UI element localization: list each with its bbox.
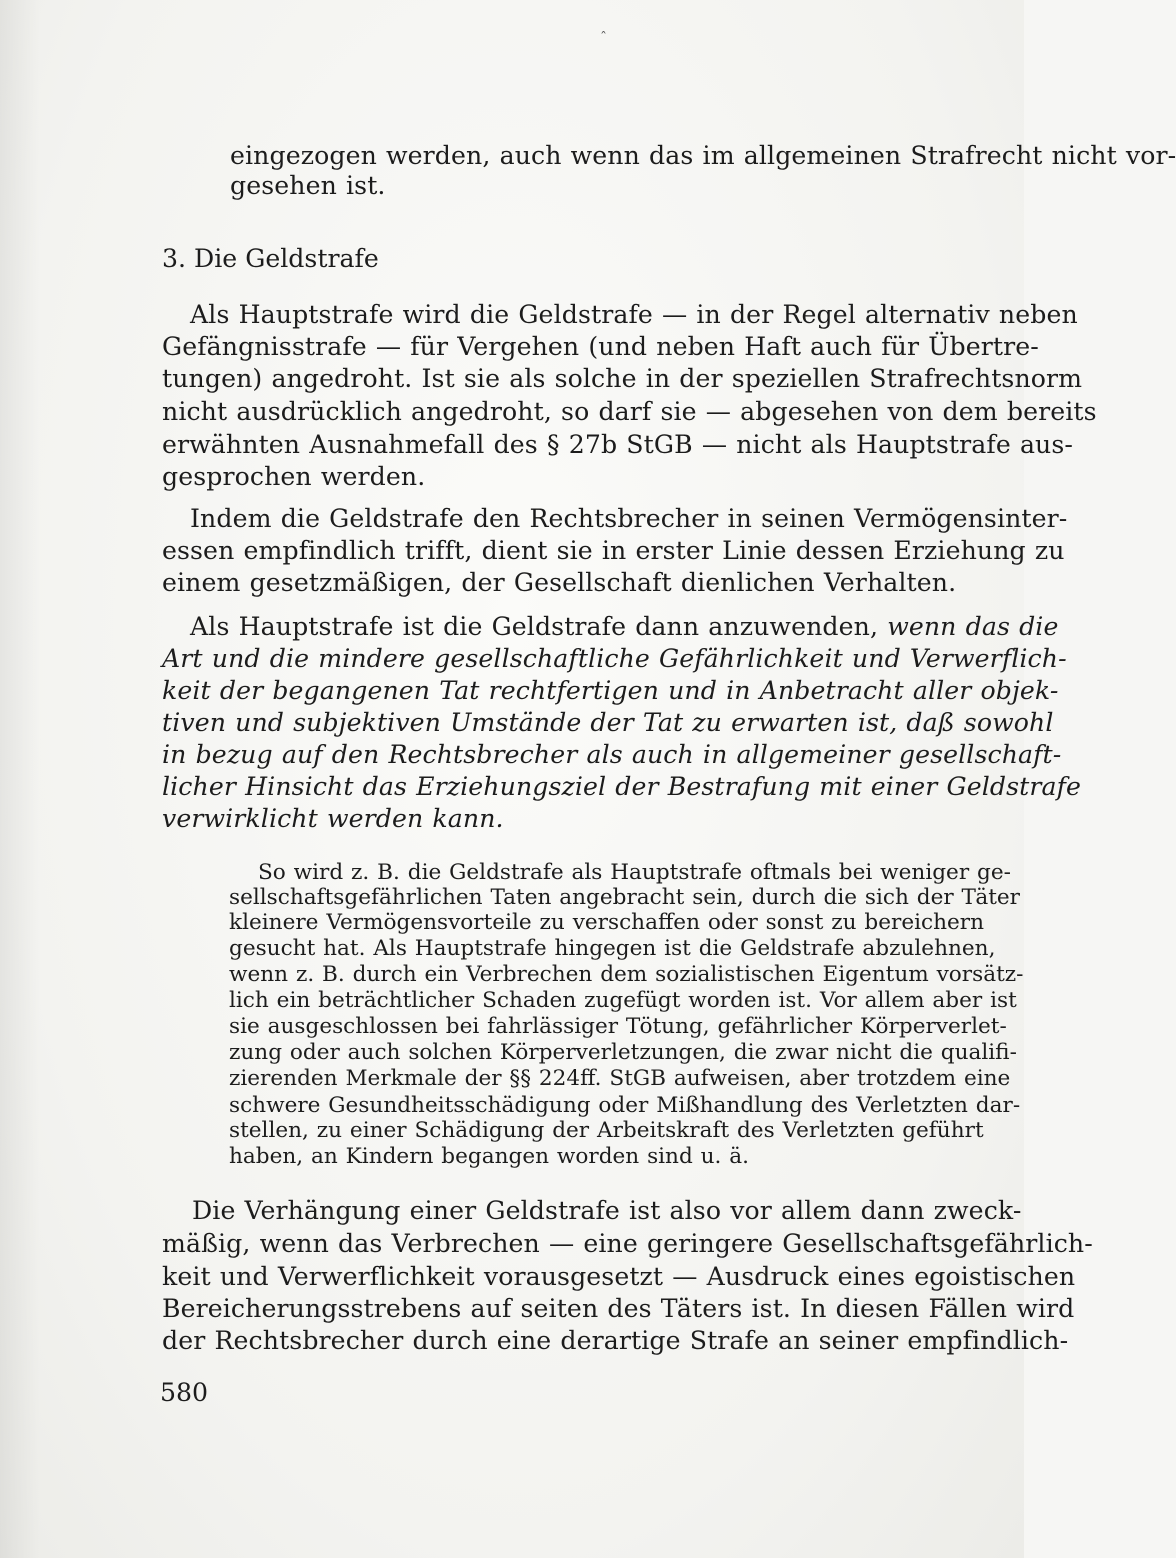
text-line: gesehen ist. [230, 171, 386, 200]
small-text-line: lich ein beträchtlicher Schaden zugefügt worden ist. Vor allem aber ist [229, 988, 1017, 1013]
text-run: Als Hauptstrafe ist die Geldstrafe dann anzuwenden, [190, 612, 879, 641]
text-line: essen empfindlich trifft, dient sie in erster Linie dessen Erziehung zu [162, 536, 1065, 565]
text-line: nicht ausdrücklich angedroht, so darf sie — abgesehen von dem bereits [162, 397, 1097, 426]
italic-line: in bezug auf den Rechtsbrecher als auch in allgemeiner gesellschaft- [162, 740, 1062, 769]
text-line [190, 612, 1058, 642]
italic-line: licher Hinsicht das Erziehungsziel der Bestrafung mit einer Geldstrafe [162, 772, 1082, 801]
section-heading: 3. Die Geldstrafe [162, 244, 379, 273]
small-text-line: wenn z. B. durch ein Verbrechen dem sozialistischen Eigentum vorsätz- [229, 962, 1024, 987]
small-text-line: zung oder auch solchen Körperverletzungen, die zwar nicht die qualifi- [229, 1040, 1017, 1065]
ink-speck: ˆ [600, 30, 607, 46]
italic-line: verwirklicht werden kann. [162, 804, 504, 833]
small-text-line: sellschaftsgefährlichen Taten angebracht sein, durch die sich der Täter [229, 885, 1020, 910]
text-line: Indem die Geldstrafe den Rechtsbrecher in seinen Vermögensinter- [190, 504, 1068, 533]
page-edge-shadow [0, 0, 40, 1558]
italic-run: wenn das die [887, 612, 1059, 641]
text-line: Als Hauptstrafe wird die Geldstrafe — in der Regel alternativ neben [190, 300, 1078, 329]
small-text-line: kleinere Vermögensvorteile zu verschaffen oder sonst zu bereichern [229, 910, 985, 935]
small-text-line: So wird z. B. die Geldstrafe als Hauptstrafe oftmals bei weniger ge- [258, 860, 1011, 885]
text-line: erwähnten Ausnahmefall des § 27b StGB — nicht als Hauptstrafe aus- [162, 430, 1074, 459]
text-line: tungen) angedroht. Ist sie als solche in der speziellen Strafrechtsnorm [162, 364, 1083, 393]
italic-line: tiven und subjektiven Umstände der Tat zu erwarten ist, daß sowohl [162, 708, 1054, 737]
small-text-line: sie ausgeschlossen bei fahrlässiger Tötung, gefährlicher Körperverlet- [229, 1014, 1007, 1039]
text-line: Gefängnisstrafe — für Vergehen (und neben Haft auch für Übertre- [162, 332, 1039, 361]
text-line: einem gesetzmäßigen, der Gesellschaft dienlichen Verhalten. [162, 568, 957, 597]
small-text-line: zierenden Merkmale der §§ 224ff. StGB aufweisen, aber trotzdem eine [229, 1066, 1011, 1091]
text-line: gesprochen werden. [162, 462, 426, 491]
text-line: Die Verhängung einer Geldstrafe ist also vor allem dann zweck- [192, 1196, 1022, 1225]
text-line: keit und Verwerflichkeit vorausgesetzt — Ausdruck eines egoistischen [162, 1262, 1076, 1291]
page-number: 580 [160, 1378, 209, 1407]
italic-line: Art und die mindere gesellschaftliche Gefährlichkeit und Verwerflich- [162, 644, 1067, 673]
small-text-line: gesucht hat. Als Hauptstrafe hingegen ist die Geldstrafe abzulehnen, [229, 936, 996, 961]
text-line: Bereicherungsstrebens auf seiten des Täters ist. In diesen Fällen wird [162, 1294, 1075, 1323]
small-text-line: stellen, zu einer Schädigung der Arbeitskraft des Verletzten geführt [229, 1118, 984, 1143]
text-line: eingezogen werden, auch wenn das im allgemeinen Strafrecht nicht vor- [230, 141, 1176, 170]
text-line: mäßig, wenn das Verbrechen — eine geringere Gesellschaftsgefährlich- [162, 1229, 1093, 1258]
small-text-line: haben, an Kindern begangen worden sind u. ä. [229, 1144, 750, 1169]
text-line: der Rechtsbrecher durch eine derartige Strafe an seiner empfindlich- [162, 1326, 1069, 1355]
italic-line: keit der begangenen Tat rechtfertigen und in Anbetracht aller objek- [162, 676, 1059, 705]
small-text-line: schwere Gesundheitsschädigung oder Mißhandlung des Verletzten dar- [229, 1093, 1021, 1118]
